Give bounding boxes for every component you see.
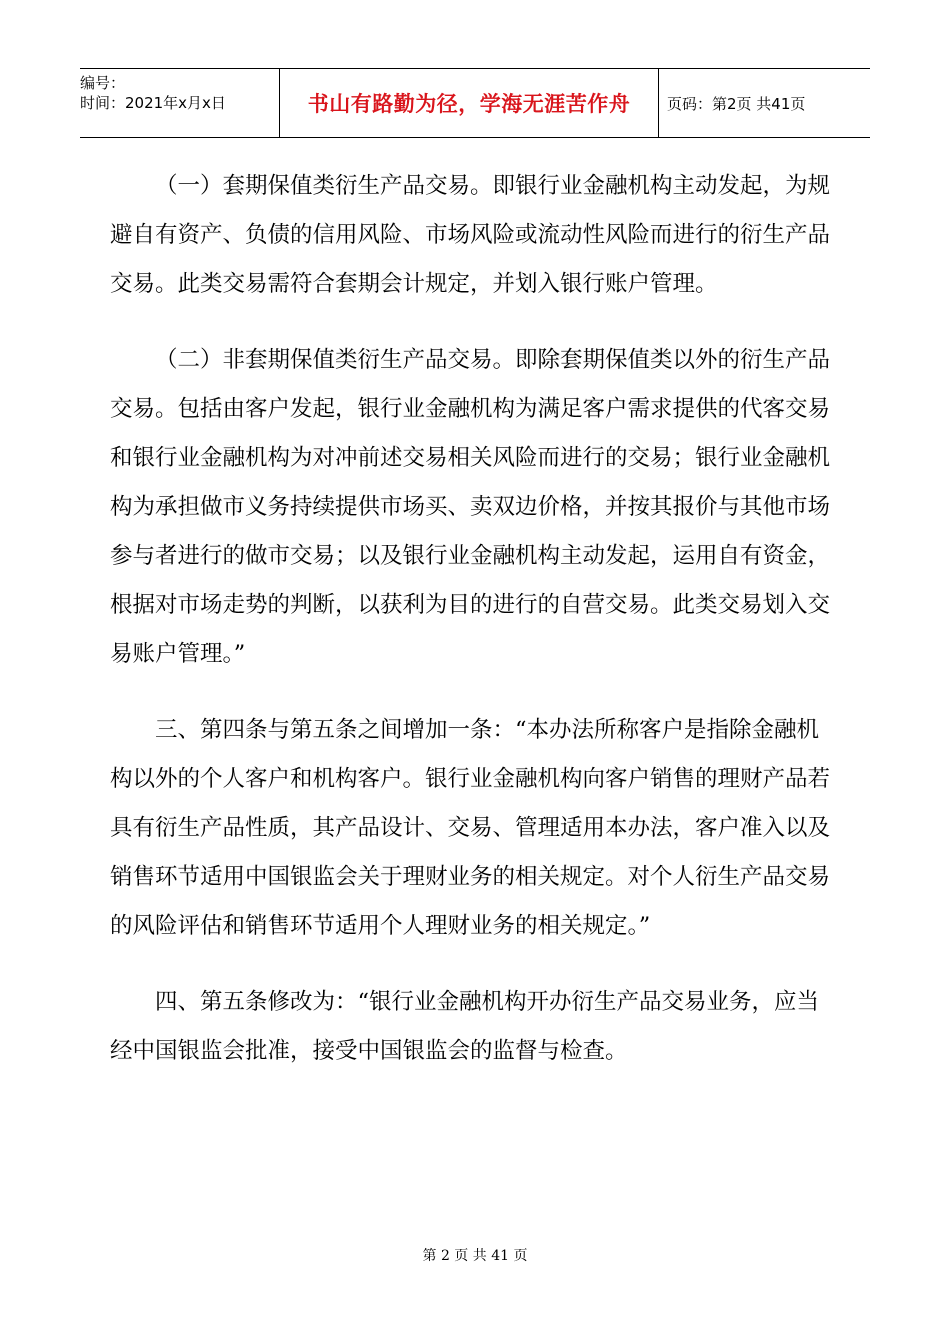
paragraph-3: 三、第四条与第五条之间增加一条：“本办法所称客户是指除金融机构以外的个人客户和机构客户。银行业金融机构向客户销售的理财产品若具有衍生产品性质，其产品设计、交易、管理适用本办法，客户准入以及销售环节适用中国银监会关于理财业务的相关规定。对个人衍生产品交易的风险评估和销售环节适用个人理财业务的相关规定。” [110,717,831,939]
document-date: 时间：2021年x月x日 [80,94,226,112]
document-number-label: 编号： [80,74,126,92]
paragraph-1: （一）套期保值类衍生产品交易。即银行业金融机构主动发起，为规避自有资产、负债的信用风险、市场风险或流动性风险而进行的衍生产品交易。此类交易需符合套期会计规定，并划入银行账户管理。 [110,173,831,297]
document-body [110,162,830,1103]
page-footer: 第 2 页 共 41 页 [422,1248,528,1264]
header-page-info: 页码：第2页 共41页 [667,94,806,113]
page-header [80,68,870,138]
paragraph-4: 四、第五条修改为：“银行业金融机构开办衍生产品交易业务，应当经中国银监会批准，接受中国银监会的监督与检查。 [110,989,820,1064]
header-motto: 书山有路勤为径，学海无涯苦作舟 [280,69,659,137]
paragraph-2: （二）非套期保值类衍生产品交易。即除套期保值类以外的衍生产品交易。包括由客户发起，银行业金融机构为满足客户需求提供的代客交易和银行业金融机构为对冲前述交易相关风险而进行的交易；银行业金融机构为承担做市义务持续提供市场买、卖双边价格，并按其报价与其他市场参与者进行的做市交易；以及银行业金融机构主动发起，运用自有资金，根据对市场走势的判断，以获利为目的进行的自营交易。此类交易划入交易账户管理。” [110,347,831,667]
header-meta [80,69,280,137]
